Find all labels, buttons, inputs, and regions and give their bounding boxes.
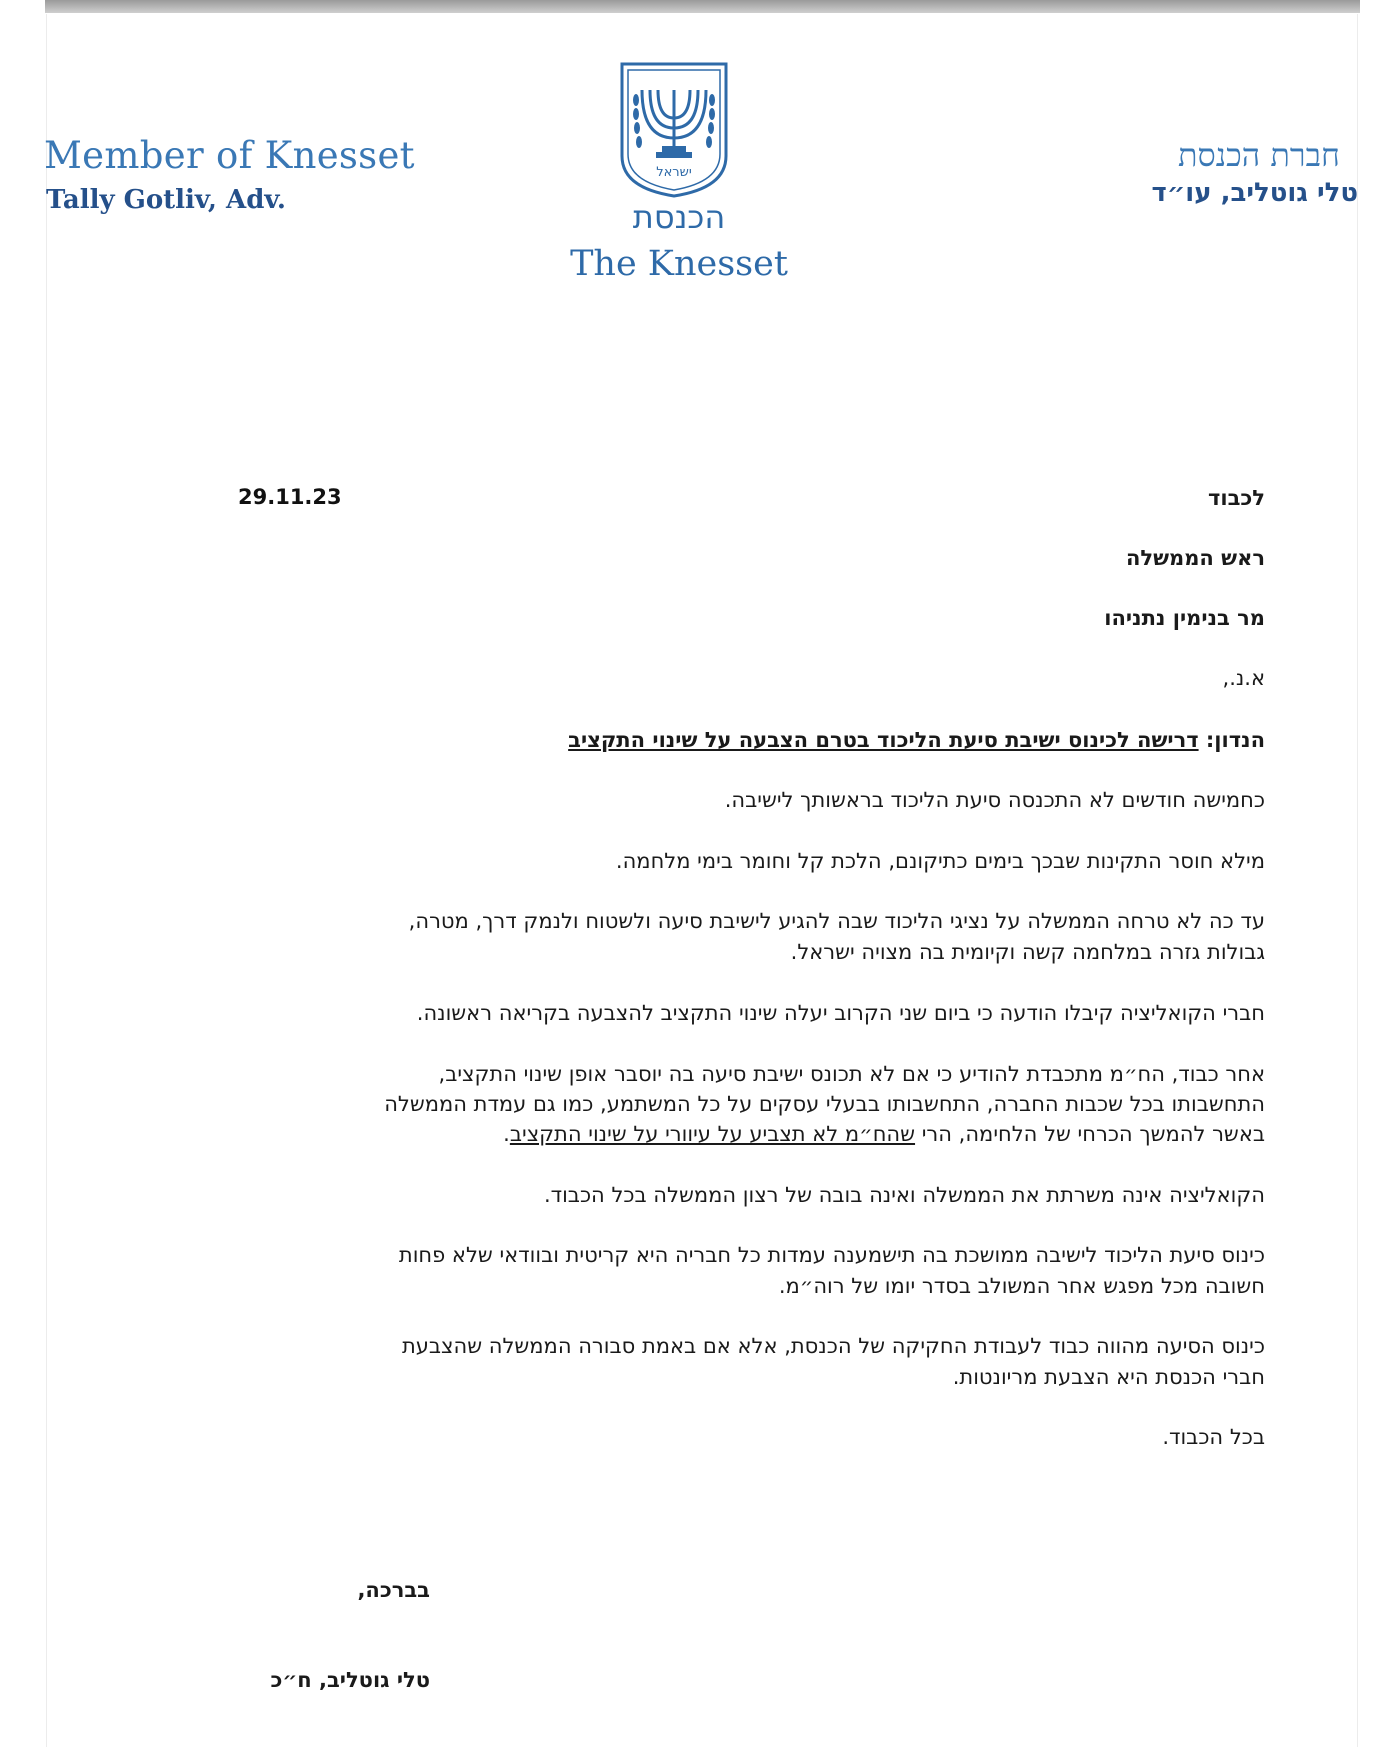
paragraph-5-end: . [503,1122,510,1146]
paragraph-6: הקואליציה אינה משרתת את הממשלה ואינה בובה של רצון הממשלה בכל הכבוד. [543,1183,1265,1207]
page-edge [46,14,47,1747]
emblem-caption: ישראל [656,165,692,180]
letterhead-en-title: Member of Knesset [44,134,415,177]
subject-line [568,725,1265,755]
recipient-title: ראש הממשלה [1125,546,1265,570]
subject-text: דרישה לכינוס ישיבת סיעת הליכוד בטרם הצבעה על שינוי התקציב [568,728,1199,752]
letterhead-he-title: חברת הכנסת [1178,136,1340,174]
letterhead-en-name: Tally Gotliv, Adv. [46,185,286,215]
recipient-salutation: לכבוד [1208,486,1265,510]
paragraph-5-line-2: התחשבותו בכל שכבות החברה, התחשבותו בבעלי עסקים על כל המשתמע, כמו גם עמדת הממשלה [384,1092,1265,1116]
closing: בכל הכבוד. [1162,1425,1265,1449]
paragraph-5-line-1: אחר כבוד, הח״מ מתכבדת להודיע כי אם לא תכונס ישיבת סיעה בה יוסבר אופן שינוי התקציב, [438,1062,1265,1086]
paragraph-8-line-1: כינוס הסיעה מהווה כבוד לעבודת החקיקה של הכנסת, אלא אם באמת סבורה הממשלה שהצבעת [401,1334,1265,1358]
greeting: א.נ., [1222,666,1265,690]
paragraph-7-line-1: כינוס סיעת הליכוד לישיבה ממושכת בה תישמענה עמדות כל חבריה היא קריטית ובוודאי שלא פחות [398,1243,1265,1267]
paragraph-3-line-2: גבולות גזרה במלחמה קשה וקיומית בה מצויה ישראל. [790,940,1265,964]
paragraph-4: חברי הקואליציה קיבלו הודעה כי ביום שני הקרוב יעלה שינוי התקציב להצבעה בקריאה ראשונה. [416,1001,1265,1025]
paragraph-8-line-2: חברי הכנסת היא הצבעת מריונטות. [952,1365,1265,1389]
subject-label: הנדון: [1205,728,1265,752]
paragraph-5-line-3 [503,1119,1265,1149]
knesset-emblem-icon [618,60,730,200]
knesset-name-hebrew: הכנסת [632,198,726,236]
top-scroll-bar [45,0,1360,13]
signature-name: טלי גוטליב, ח״כ [270,1668,430,1692]
paragraph-7-line-2: חשובה מכל מפגש אחר המשולב בסדר יומו של רוה״מ. [778,1274,1265,1298]
recipient-name: מר בנימין נתניהו [1104,606,1265,630]
paragraph-5-underlined: שהח״מ לא תצביע על עיוורי על שינוי התקציב [509,1122,916,1146]
paragraph-2: מילא חוסר התקינות שבכך בימים כתיקונם, הלכת קל וחומר בימי מלחמה. [615,849,1265,873]
signature-blessing: בברכה, [357,1578,430,1602]
letterhead-he-name: טלי גוטליב, עו״ד [1151,178,1358,208]
paragraph-5-text: באשר להמשך הכרחי של הלחימה, הרי [915,1122,1265,1146]
knesset-name-english: The Knesset [570,244,788,284]
paragraph-1: כחמישה חודשים לא התכנסה סיעת הליכוד בראשותך לישיבה. [724,788,1265,812]
letter-date: 29.11.23 [238,485,342,509]
page-edge [1357,14,1358,1747]
paragraph-3-line-1: עד כה לא טרחה הממשלה על נציגי הליכוד שבה להגיע לישיבת סיעה ולשטוח ולנמק דרך, מטרה, [408,909,1265,933]
